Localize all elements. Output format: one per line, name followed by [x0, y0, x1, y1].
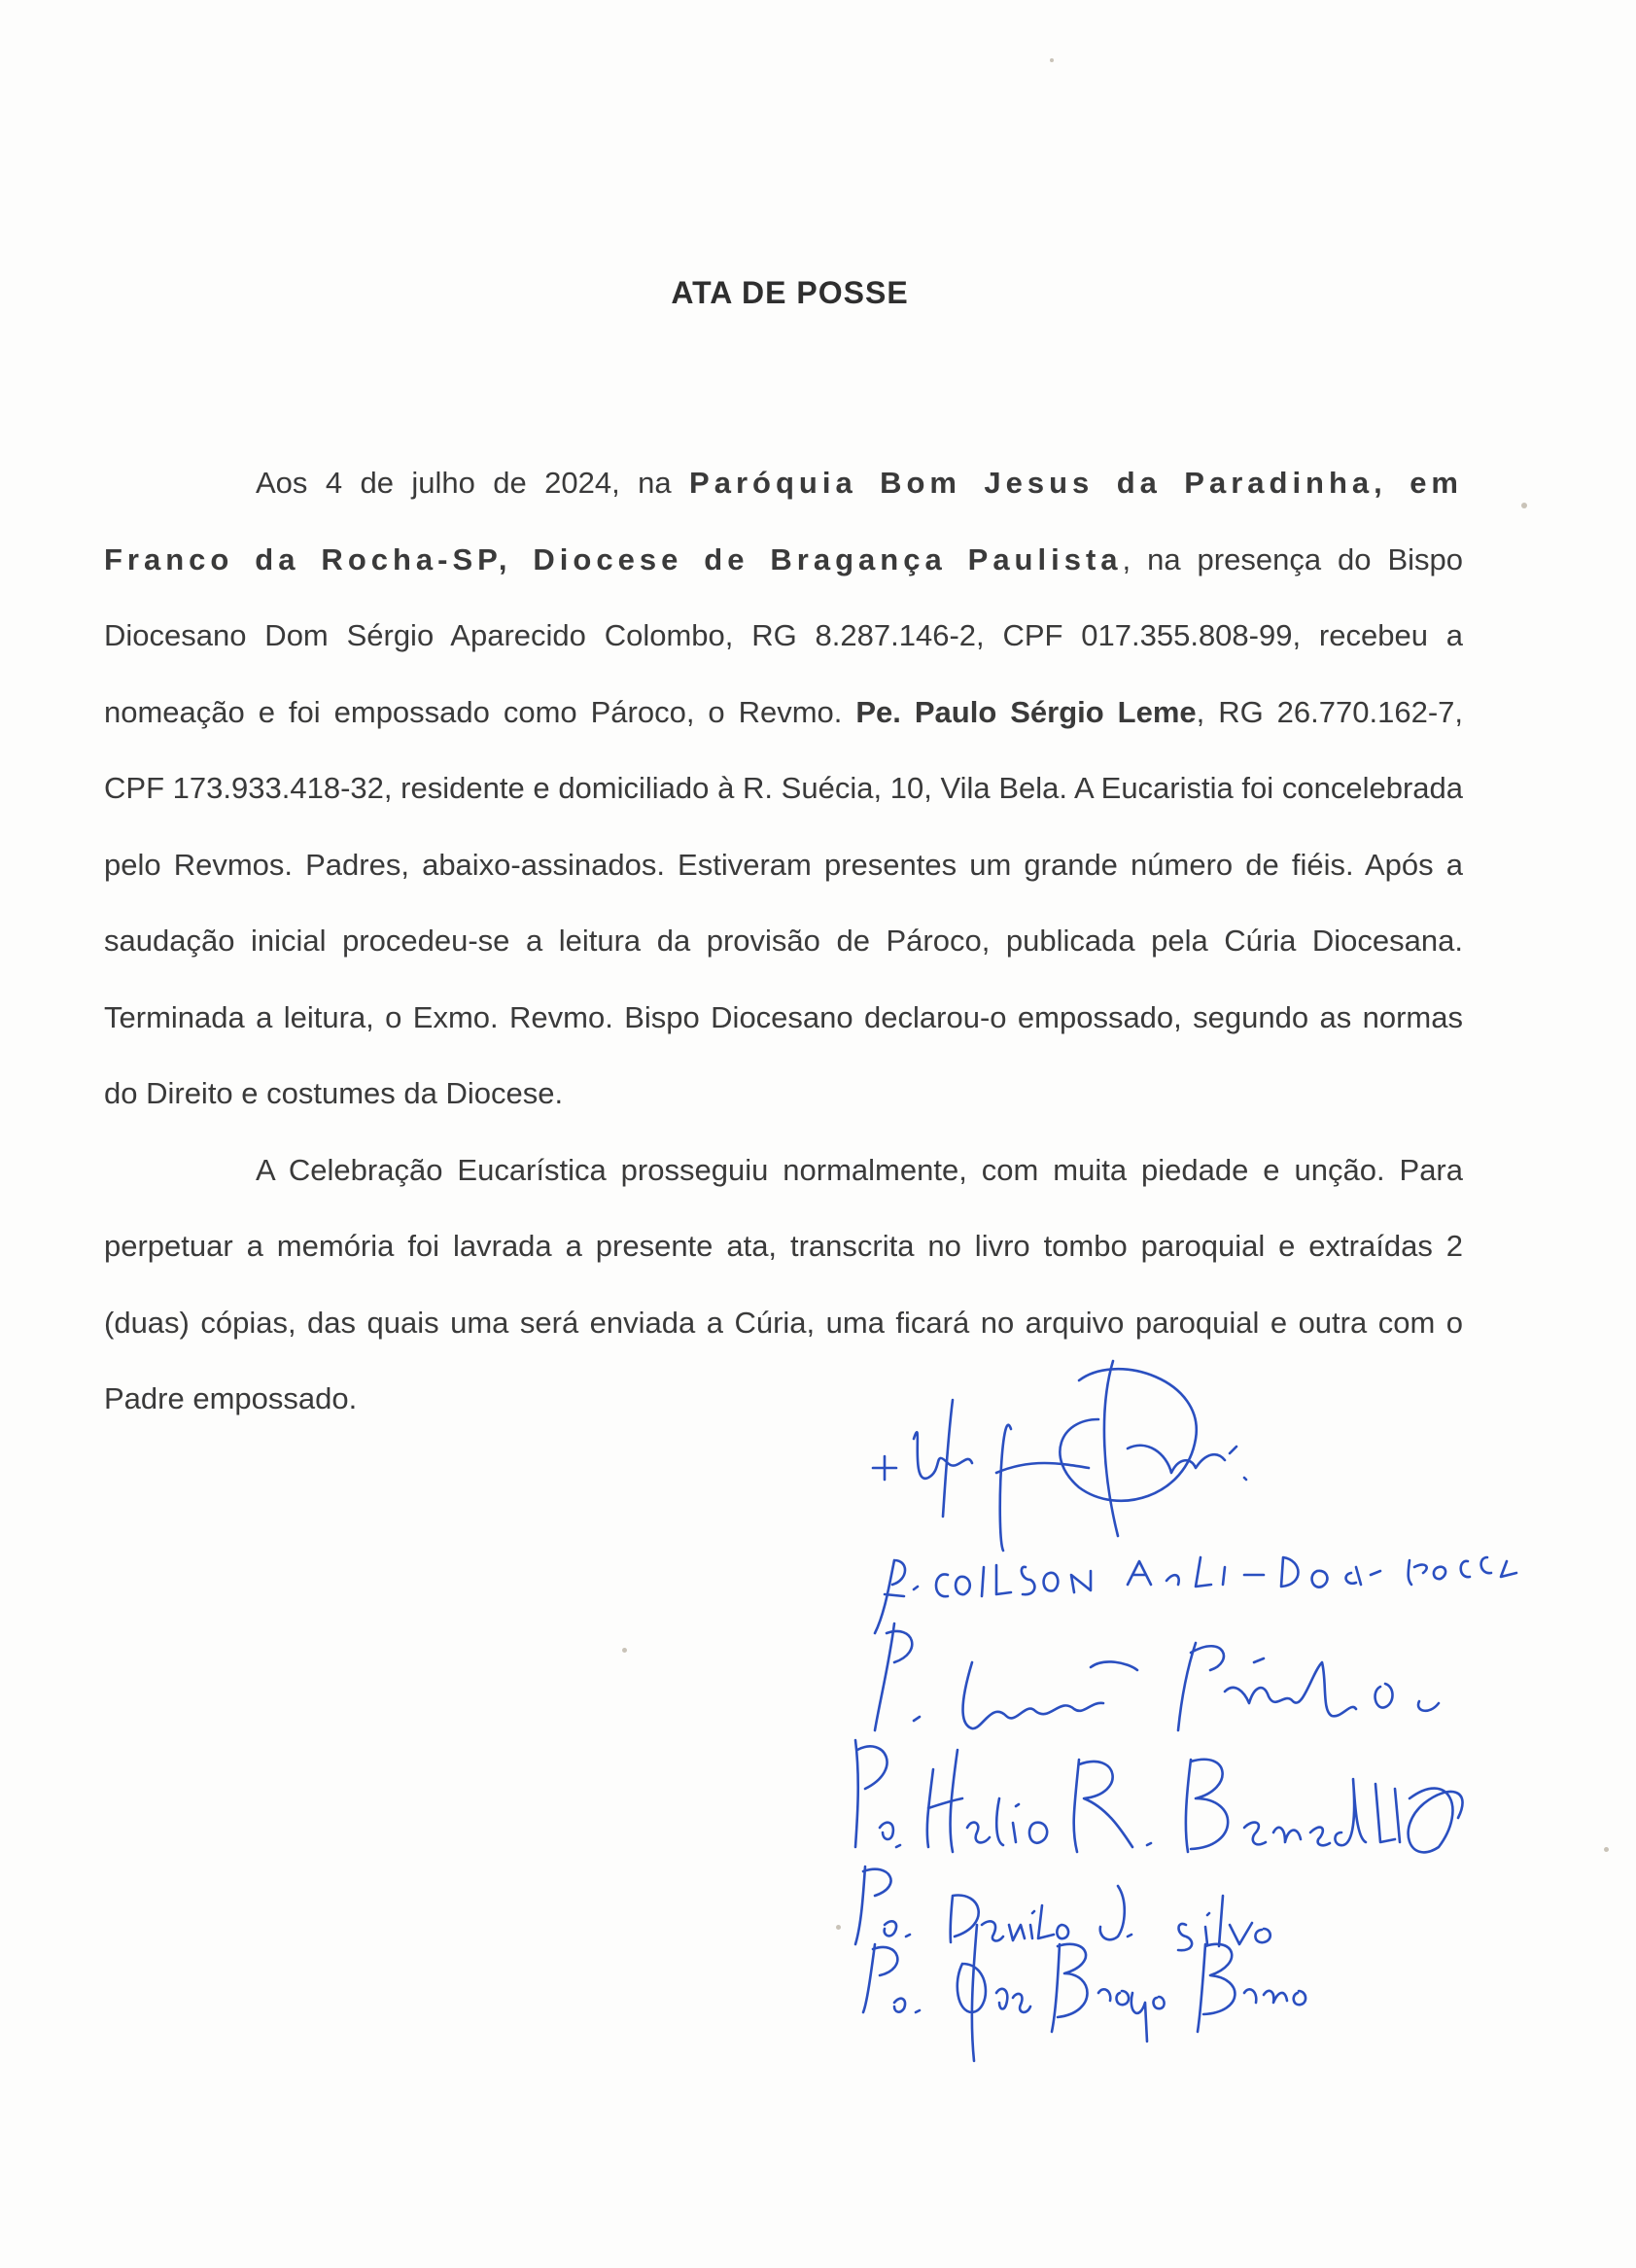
paper-speck [836, 1925, 841, 1930]
document-body [104, 445, 1463, 1438]
signature-priest-2 [875, 1623, 1439, 1730]
handwritten-signatures [836, 1342, 1536, 2080]
document-title: ATA DE POSSE [671, 275, 909, 310]
paper-speck [622, 1648, 627, 1653]
paragraph-1-bishop: , na presença do Bispo Diocesano Dom Sérgio Aparecido Colombo, RG 8.287.146-2, CPF 017.355.808-99, recebeu a nomeação e foi empossado como Pároco, o Revmo. [104, 541, 1463, 729]
paragraph-1-rest: , RG 26.770.162-7, CPF 173.933.418-32, residente e domiciliado à R. Suécia, 10, Vila Bela. A Eucaristia foi concelebrada pelo Revmos. Padres, abaixo-assinados. Estiveram presentes um grande número de fiéis. Após a saudação inicial procedeu-se a leitura da provisão de Pároco, publicada pela Cúria Diocesana. Terminada a leitura, o Exmo. Revmo. Bispo Diocesano declarou-o empossado, segundo as normas do Direito e costumes da Diocese. [104, 694, 1463, 1110]
signature-priest-4 [855, 1867, 1271, 1950]
paper-speck [1050, 58, 1054, 62]
priest-name: Pe. Paulo Sérgio Leme [855, 694, 1197, 729]
signature-block [836, 1342, 1536, 2080]
paragraph-1-intro: Aos 4 de julho de 2024, na [256, 466, 690, 500]
parish-name: Paróquia Bom Jesus da Paradinha, em Franco da Rocha-SP, Diocese de Bragança Paulista [104, 466, 1463, 576]
signature-bishop [873, 1361, 1246, 1551]
signature-priest-3 [855, 1740, 1463, 1852]
signature-priest-1 [875, 1557, 1516, 1633]
paper-speck [1604, 1847, 1609, 1852]
paragraph-1 [104, 445, 1463, 1133]
paper-speck [1521, 503, 1527, 508]
paragraph-2: A Celebração Eucarística prosseguiu normalmente, com muita piedade e unção. Para perpetuar a memória foi lavrada a presente ata, transcrita no livro tombo paroquial e extraídas 2 (duas) cópias, das quais uma será enviada a Cúria, uma ficará no arquivo paroquial e outra com o Padre empossado. [104, 1152, 1463, 1415]
